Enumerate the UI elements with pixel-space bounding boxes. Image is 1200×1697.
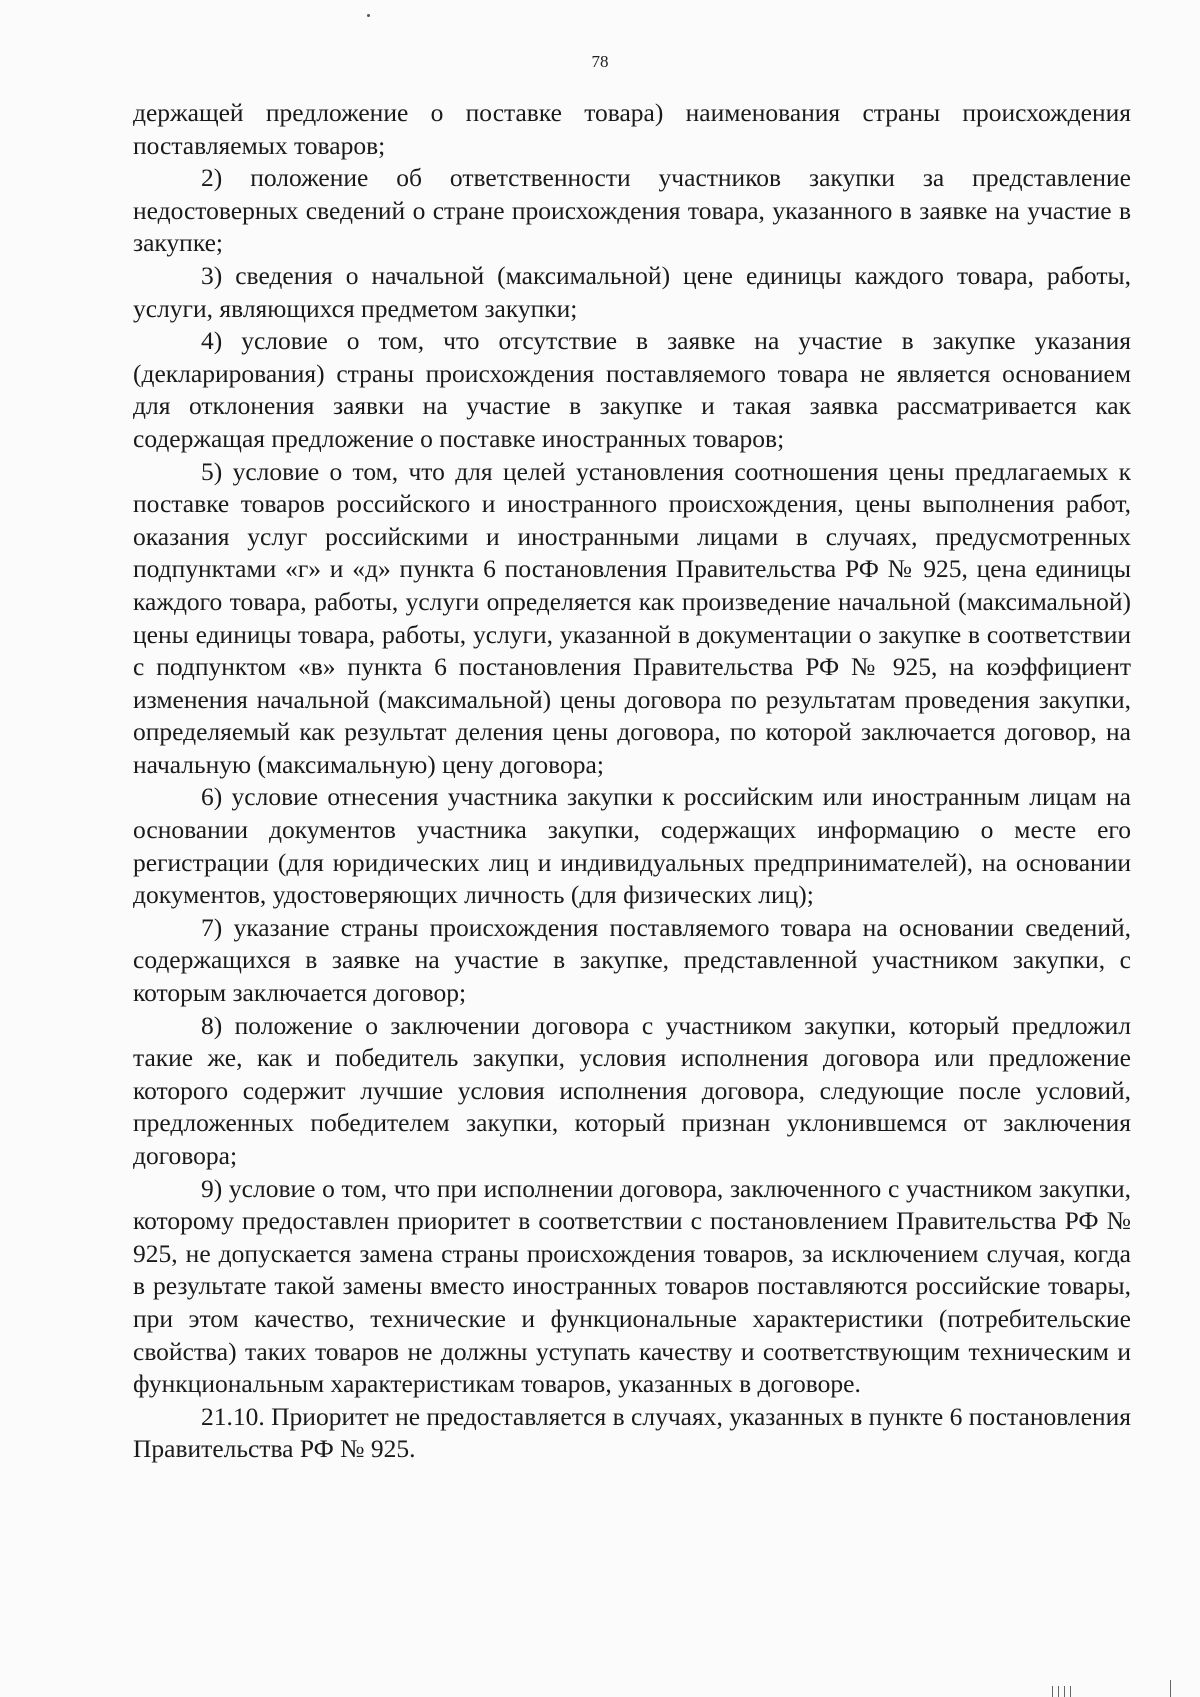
scan-speck (367, 14, 370, 17)
paragraph-item-6: 6) условие отнесения участника закупки к российским или иностранным лицам на основании документов участника закупки, содержащих информацию о месте его регистрации (для юридических лиц и индивидуальных предпринимателей), на основании документов, удостоверяющих личность (для физических лиц); (133, 782, 1131, 910)
paragraph-continuation: держащей предложение о поставке товара) наименования страны происхождения поставляемых товаров; (133, 98, 1131, 160)
paragraph-section-21-10: 21.10. Приоритет не предоставляется в случаях, указанных в пункте 6 постановления Правительства РФ № 925. (133, 1401, 1131, 1464)
scan-mark (1070, 1686, 1071, 1697)
scan-mark (1170, 1680, 1171, 1697)
paragraph-item-4: 4) условие о том, что отсутствие в заявке на участие в закупке указания (декларирования) страны происхождения поставляемого товара не является основанием для отклонения заявки на участие в закупке и такая заявка рассматривается как содержащая предложение о поставке иностранных товаров; (133, 326, 1131, 453)
paragraph-item-9: 9) условие о том, что при исполнении договора, заключенного с участником закупки, которому предоставлен приоритет в соответствии с постановлением Правительства РФ № 925, не допускается замена страны происхождения товаров, за исключением случая, когда в результате такой замены вместо иностранных товаров поставляются российские товары, при этом качество, технические и функциональные характеристики (потребительские свойства) таких товаров не должны уступать качеству и соответствующим техническим и функциональным характеристикам товаров, указанных в договоре. (133, 1173, 1131, 1399)
scan-mark (1064, 1686, 1065, 1697)
paragraph-item-7: 7) указание страны происхождения поставляемого товара на основании сведений, содержащихся в заявке на участие в закупке, представленной участником закупки, с которым заключается договор; (133, 912, 1131, 1008)
paragraph-item-5: 5) условие о том, что для целей установления соотношения цены предлагаемых к поставке товаров российского и иностранного происхождения, цены выполнения работ, оказания услуг российскими и иностранными лицами в случаях, предусмотренных подпунктами «г» и «д» пункта 6 постановления Правительства РФ № 925, цена единицы каждого товара, работы, услуги определяется как произведение начальной (максимальной) цены единицы товара, работы, услуги, указанной в документации о закупке в соответствии с подпунктом «в» пункта 6 постановления Правительства РФ № 925, на коэффициент изменения начальной (максимальной) цены договора по результатам проведения закупки, определяемый как результат деления цены договора, по которой заключается договор, на начальную (максимальную) цену договора; (133, 456, 1131, 779)
paragraph-item-2: 2) положение об ответственности участников закупки за представление недостоверных сведений о стране происхождения товара, указанного в заявке на участие в закупке; (133, 163, 1131, 258)
paragraph-item-8: 8) положение о заключении договора с участником закупки, который предложил такие же, как и победитель закупки, условия исполнения договора или предложение которого содержит лучшие условия исполнения договора, следующие после условий, предложенных победителем закупки, который признан уклонившемся от заключения договора; (133, 1010, 1131, 1170)
paragraph-item-3: 3) сведения о начальной (максимальной) цене единицы каждого товара, работы, услуги, являющихся предметом закупки; (133, 260, 1131, 323)
page-number: 78 (591, 52, 609, 71)
scan-mark (1052, 1686, 1053, 1697)
scan-mark (1058, 1686, 1059, 1697)
document-body (133, 97, 1131, 1466)
